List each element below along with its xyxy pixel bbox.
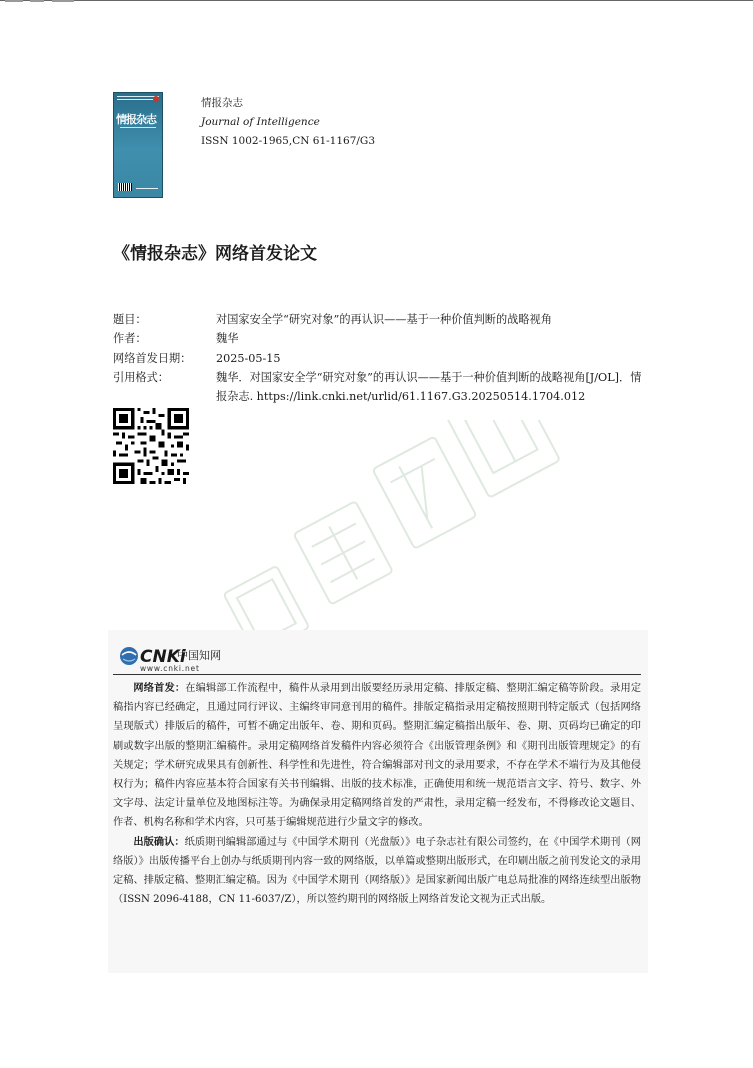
publication-confirmation-paragraph: [113, 833, 641, 910]
top-tick: [30, 0, 44, 2]
cover-title: 情报杂志: [116, 113, 156, 126]
cover-barcode: [118, 183, 132, 191]
journal-cover-image: [113, 92, 163, 198]
title-label: 题目：: [113, 313, 147, 326]
publish-date: 2025-05-15: [216, 351, 281, 365]
article-title: 对国家安全学“研究对象”的再认识——基于一种价值判断的战略视角: [216, 313, 552, 326]
cnki-globe-icon: [120, 647, 138, 665]
article-author: 魏华: [216, 332, 239, 346]
cnki-logo: [118, 643, 228, 673]
online-first-paragraph: [113, 679, 641, 833]
cnki-notice-text: [113, 679, 641, 909]
online-first-body: 在编辑部工作流程中，稿件从录用到出版要经历录用定稿、排版定稿、整期汇编定稿等阶段。录用定稿指内容已经确定，且通过同行评议、主编终审同意刊用的稿件。排版定稿指录用定稿按照期刊特定版式（包括网络呈现版式）排版后的稿件，可暂不确定出版年、卷、期和页码。整期汇编定稿指出版年、卷、期、页码均已确定的印刷或数字出版的整期汇编稿件。录用定稿网络首发稿件内容必须符合《出版管理条例》和《期刊出版管理规定》的有关规定；学术研究成果具有创新性、科学性和先进性，符合编辑部对刊文的录用要求，不存在学术不端行为及其他侵权行为；稿件内容应基本符合国家有关书刊编辑、出版的技术标准，正确使用和统一规范语言文字、符号、数字、外文字母、法定计量单位及地图标注等。为确保录用定稿网络首发的严肃性，录用定稿一经发布，不得修改论文题目、作者、机构名称和学术内容，只可基于编辑规范进行少量文字的修改。: [113, 683, 642, 829]
journal-name-cn: 情报杂志: [201, 97, 243, 109]
author-label: 作者：: [113, 332, 147, 346]
meta-row-citation: [113, 368, 643, 407]
article-metadata: [113, 310, 643, 406]
top-tick: [5, 0, 23, 2]
cover-footer-line: [136, 188, 158, 189]
journal-info: [201, 94, 375, 151]
journal-issn: ISSN 1002-1965,CN 61-1167/G3: [201, 135, 375, 147]
cnki-logo-cn: 中国知网: [177, 649, 221, 662]
citation-text[interactable]: 魏华．对国家安全学“研究对象”的再认识——基于一种价值判断的战略视角[J/OL]．情报杂志. https://link.cnki.net/urlid/61.1167.G3.20250514.1704.012: [216, 370, 642, 404]
cnki-logo-text: CNKi: [140, 647, 186, 667]
cnki-logo-url: www.cnki.net: [140, 664, 200, 673]
meta-row-date: [113, 349, 643, 368]
publication-confirmation-heading: 出版确认：: [133, 835, 185, 848]
cnki-watermark: [200, 420, 620, 660]
journal-name-en: Journal of Intelligence: [201, 116, 320, 128]
cover-subtitle-line: [120, 127, 156, 128]
document-title: 《情报杂志》网络首发论文: [113, 244, 317, 264]
top-rule: [0, 0, 753, 1]
date-label: 网络首发日期：: [113, 351, 192, 365]
online-first-heading: 网络首发：: [133, 682, 186, 694]
cnki-divider: [113, 674, 641, 675]
top-tick: [52, 0, 74, 2]
citation-label: 引用格式：: [113, 370, 169, 384]
qr-code[interactable]: [113, 408, 189, 484]
cover-emblem: [153, 96, 159, 102]
meta-row-title: [113, 310, 643, 329]
meta-row-author: [113, 329, 643, 348]
publication-confirmation-body: 纸质期刊编辑部通过与《中国学术期刊（光盘版）》电子杂志社有限公司签约，在《中国学术期刊（网络版）》出版传播平台上创办与纸质期刊内容一致的网络版，以单篇或整期出版形式，在印刷出版之前刊发论文的录用定稿、排版定稿、整期汇编定稿。因为《中国学术期刊（网络版）》是国家新闻出版广电总局批准的网络连续型出版物（ISSN 2096-4188，CN 11-6037/Z），所以签约期刊的网络版上网络首发论文视为正式出版。: [113, 836, 641, 906]
